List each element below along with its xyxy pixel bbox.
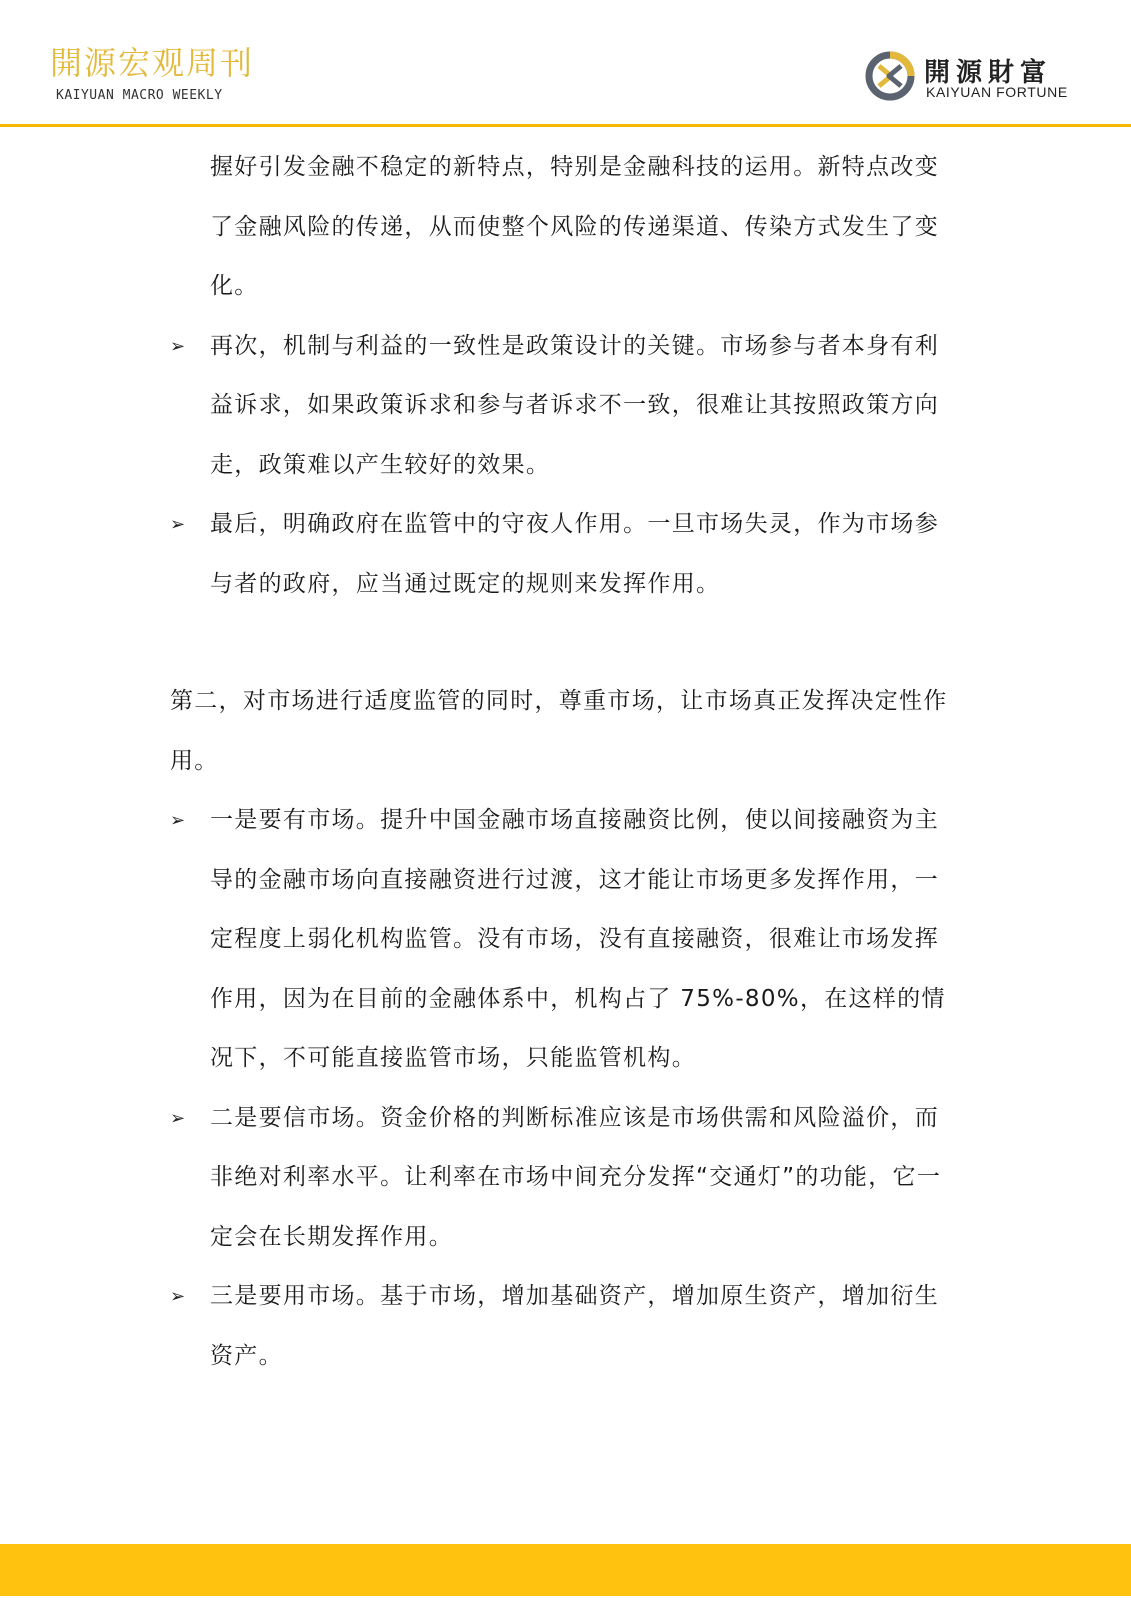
company-logo <box>864 50 1084 106</box>
footer-band <box>0 1544 1131 1596</box>
arrow-bullet-icon: ➢ <box>170 1286 187 1307</box>
logo-chinese-name: 開源財富 <box>924 58 1053 88</box>
arrow-bullet-icon: ➢ <box>170 810 187 831</box>
list-item <box>170 791 960 1089</box>
list-item <box>170 495 960 614</box>
continuation-paragraph: 握好引发金融不稳定的新特点，特别是金融科技的运用。新特点改变了金融风险的传递，从而使整个风险的传递渠道、传染方式发生了变化。 <box>210 154 939 299</box>
arrow-bullet-icon: ➢ <box>170 1107 187 1129</box>
publication-title: 開源宏观周刊 <box>50 44 255 82</box>
publication-subtitle: KAIYUAN MACRO WEEKLY <box>56 88 223 103</box>
section-paragraph: 第二，对市场进行适度监管的同时，尊重市场，让市场真正发挥决定性作用。 <box>170 688 948 774</box>
kaiyuan-logo-icon <box>864 50 916 102</box>
paragraph-spacer <box>170 614 960 672</box>
page-header <box>0 0 1131 126</box>
logo-english-name: KAIYUAN FORTUNE <box>926 84 1068 100</box>
arrow-bullet-icon: ➢ <box>170 335 187 357</box>
list-item-text: 再次，机制与利益的一致性是政策设计的关键。市场参与者本身有利益诉求，如果政策诉求和参与者诉求不一致，很难让其按照政策方向走，政策难以产生较好的效果。 <box>210 332 939 478</box>
arrow-bullet-icon: ➢ <box>170 514 187 535</box>
list-item <box>170 317 960 496</box>
list-item-text: 最后，明确政府在监管中的守夜人作用。一旦市场失灵，作为市场参与者的政府，应当通过既定的规则来发挥作用。 <box>210 511 939 597</box>
list-item <box>170 1267 960 1386</box>
list-item-text: 三是要用市场。基于市场，增加基础资产，增加原生资产，增加衍生资产。 <box>210 1283 939 1369</box>
list-item-text: 二是要信市场。资金价格的判断标准应该是市场供需和风险溢价，而非绝对利率水平。让利率在市场中间充分发挥“交通灯”的功能，它一定会在长期发挥作用。 <box>210 1104 942 1250</box>
article-body <box>170 138 960 1386</box>
list-item-text: 一是要有市场。提升中国金融市场直接融资比例，使以间接融资为主导的金融市场向直接融资进行过渡，这才能让市场更多发挥作用，一定程度上弱化机构监管。没有市场，没有直接融资，很难让市场发挥作用，因为在目前的金融体系中，机构占了 75%-80%，在这样的情况下，不可能直接监管市场，只能监管机构。 <box>210 807 946 1071</box>
list-item <box>170 1089 960 1268</box>
header-divider <box>0 124 1131 127</box>
